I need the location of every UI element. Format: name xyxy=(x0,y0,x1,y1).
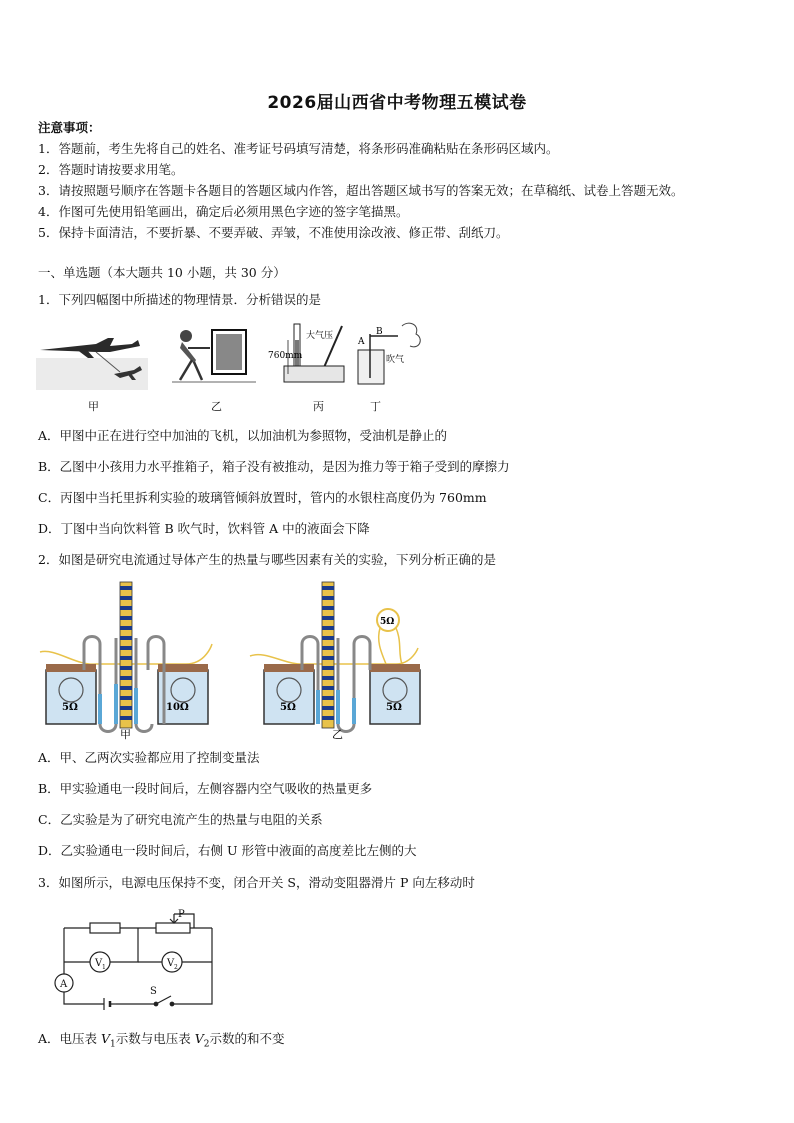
apparatus-jia xyxy=(40,582,212,732)
section-heading: 一、单选题（本大题共 10 小题，共 30 分） xyxy=(38,265,286,280)
notice-item: 5．保持卡面清洁，不要折暴、不要弄破、弄皱，不准使用涂改液、修正带、刮纸刀。 xyxy=(38,225,509,240)
label-a: A xyxy=(358,337,365,347)
label-760mm: 760mm xyxy=(268,351,303,361)
label-p: P xyxy=(178,909,185,920)
fig-caption-jia: 甲 xyxy=(88,400,99,413)
caption-jia: 甲 xyxy=(120,728,131,740)
resistor-label-right: 5Ω xyxy=(386,702,402,713)
torricelli-tube-image xyxy=(268,324,344,382)
option-b: B．乙图中小孩用力水平推箱子，箱子没有被推动，是因为推力等于箱子受到的摩擦力 xyxy=(38,459,510,474)
notice-item: 1．答题前，考生先将自己的姓名、准考证号码填写清楚，将条形码准确粘贴在条形码区域内。 xyxy=(38,141,559,156)
option-c: C．丙图中当托里拆利实验的玻璃管倾斜放置时，管内的水银柱高度仍为 760mm xyxy=(38,490,487,505)
var-v2-sub: 2 xyxy=(203,1039,210,1050)
option-b: B．甲实验通电一段时间后，左侧容器内空气吸收的热量更多 xyxy=(38,781,373,796)
external-resistor-label: 5Ω xyxy=(380,617,395,627)
label-v1: V xyxy=(95,958,103,969)
option-d: D．丁图中当向饮料管 B 吹气时，饮料管 A 中的液面会下降 xyxy=(38,521,370,536)
question-stem: 3．如图所示，电源电压保持不变，闭合开关 S，滑动变阻器滑片 P 向左移动时 xyxy=(38,875,475,890)
resistor-label-left: 5Ω xyxy=(62,702,78,713)
fig-caption-yi: 乙 xyxy=(211,400,222,413)
circuit-diagram xyxy=(44,906,220,1014)
option-c: C．乙实验是为了研究电流产生的热量与电阻的关系 xyxy=(38,812,323,827)
refueling-planes-image xyxy=(36,338,148,390)
option-d: D．乙实验通电一段时间后，右侧 U 形管中液面的高度差比左侧的大 xyxy=(38,843,417,858)
label-switch: S xyxy=(150,986,157,997)
apparatus-yi xyxy=(250,582,420,732)
straw-blowing-image xyxy=(357,323,420,384)
fig-caption-ding: 丁 xyxy=(370,400,381,413)
caption-yi: 乙 xyxy=(332,728,343,740)
var-v2: V xyxy=(194,1031,204,1046)
resistor-label-right: 10Ω xyxy=(166,702,189,713)
notice-heading: 注意事项： xyxy=(38,120,101,135)
label-v2-sub: 2 xyxy=(174,964,178,971)
option-a-prefix: A．电压表 xyxy=(38,1031,102,1046)
question-stem: 1．下列四幅图中所描述的物理情景．分析错误的是 xyxy=(38,292,321,307)
notice-item: 3．请按照题号顺序在答题卡各题目的答题区域内作答，超出答题区域书写的答案无效；在草稿纸、试卷上答题无效。 xyxy=(38,183,684,198)
option-a: A．甲、乙两次实验都应用了控制变量法 xyxy=(38,750,260,765)
option-a xyxy=(38,1031,285,1053)
page-title: 2026届山西省中考物理五模试卷 xyxy=(267,93,527,113)
option-a: A．甲图中正在进行空中加油的飞机，以加油机为参照物，受油机是静止的 xyxy=(38,428,448,443)
label-v2: V xyxy=(167,958,175,969)
var-v1-sub: 1 xyxy=(110,1039,116,1050)
q2-figure xyxy=(36,578,422,740)
label-blow: 吹气 xyxy=(386,355,405,365)
notice-item: 2．答题时请按要求用笔。 xyxy=(38,162,184,177)
notice-item: 4．作图可先使用铅笔画出，确定后必须用黑色字迹的签字笔描黑。 xyxy=(38,204,409,219)
label-v1-sub: 1 xyxy=(102,964,106,971)
child-pushing-box-image xyxy=(172,330,256,382)
option-a-suffix: 示数的和不变 xyxy=(209,1031,285,1046)
fig-caption-bing: 丙 xyxy=(313,400,324,413)
label-ammeter: A xyxy=(60,979,68,990)
question-stem: 2．如图是研究电流通过导体产生的热量与哪些因素有关的实验，下列分析正确的是 xyxy=(38,552,496,567)
var-v1: V xyxy=(101,1031,111,1046)
option-a-mid: 示数与电压表 xyxy=(115,1031,195,1046)
label-atm-pressure: 大气压 xyxy=(306,331,334,341)
label-b: B xyxy=(376,327,383,337)
resistor-label-left: 5Ω xyxy=(280,702,296,713)
